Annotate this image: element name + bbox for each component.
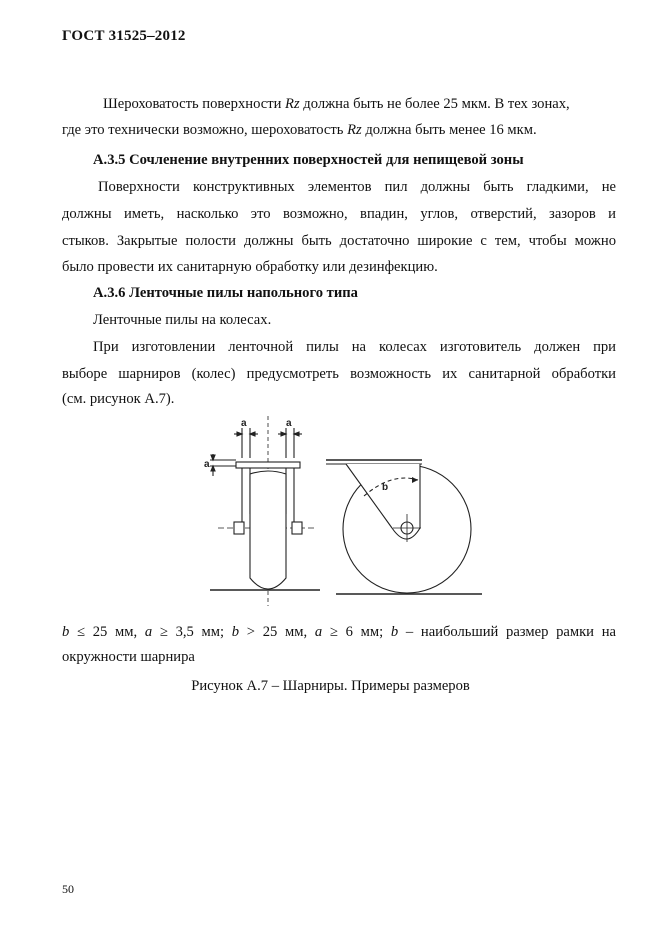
dimension-label-a: a — [204, 459, 210, 470]
figure-note-line-2: окружности шарнира — [62, 649, 195, 665]
document-header: ГОСТ 31525–2012 — [62, 28, 186, 44]
caster-figure — [196, 410, 486, 610]
figure-caption: Рисунок А.7 – Шарниры. Примеры размеров — [191, 678, 470, 694]
figure-note-line-1: b ≤ 25 мм, a ≥ 3,5 мм; b > 25 мм, a ≥ 6 мм; b – наибольший размер рамки на — [62, 624, 616, 640]
section-a35-line: было провести их санитарную обработку или дезинфекцию. — [62, 259, 438, 275]
dimension-label-a: a — [241, 418, 247, 429]
axle-nut-right — [292, 522, 302, 534]
paragraph-rz-line-1: Шероховатость поверхности Rz должна быть не более 25 мкм. В тех зонах, — [103, 96, 570, 112]
section-heading-a35: А.3.5 Сочленение внутренних поверхностей для непищевой зоны — [93, 152, 524, 168]
section-a36-intro: Ленточные пилы на колесах. — [93, 312, 272, 328]
wheel-side — [250, 471, 286, 589]
axle-nut-left — [234, 522, 244, 534]
caster-front-view — [326, 460, 482, 594]
section-a36-line: выборе шарниров (колес) предусмотреть возможность их санитарной обработки — [62, 366, 616, 382]
section-a35-line: Поверхности конструктивных элементов пил должны быть гладкими, не — [98, 179, 616, 195]
page-number: 50 — [62, 882, 74, 896]
arrowhead — [281, 432, 286, 436]
mount-plate — [236, 462, 300, 468]
paragraph-rz-line-2: где это технически возможно, шероховатость Rz должна быть менее 16 мкм. — [62, 122, 537, 138]
arrowhead — [237, 432, 242, 436]
arrowhead — [211, 466, 215, 471]
caster-side-view — [210, 416, 320, 606]
arrowhead — [211, 455, 215, 460]
arrowhead — [294, 432, 299, 436]
section-heading-a36: А.3.6 Ленточные пилы напольного типа — [93, 285, 358, 301]
dimension-label-b: b — [382, 482, 389, 493]
section-a35-line: должны иметь, насколько это возможно, впадин, углов, отверстий, зазоров и — [62, 206, 616, 222]
section-a35-line: стыков. Закрытые полости должны быть достаточно широкие с тем, чтобы можно — [62, 233, 616, 249]
section-a36-line: При изготовлении ленточной пилы на колесах изготовитель должен при — [93, 339, 616, 355]
section-a36-line: (см. рисунок А.7). — [62, 391, 175, 407]
dimension-label-a: a — [286, 418, 292, 429]
arrowhead — [250, 432, 255, 436]
